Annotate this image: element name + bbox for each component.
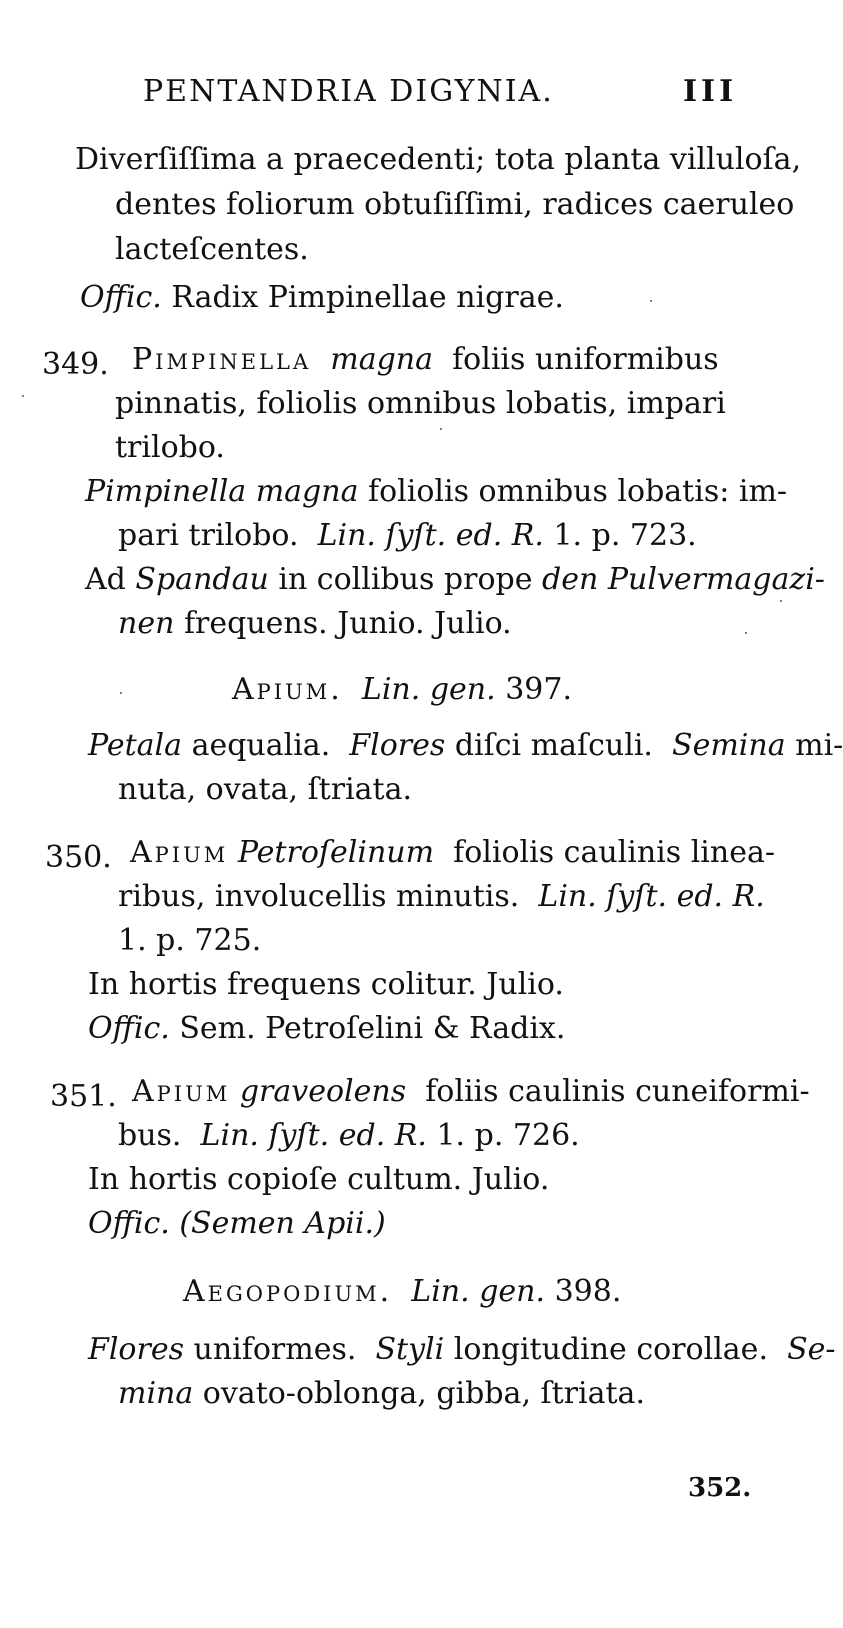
offic-label: Offic. [80, 280, 162, 315]
paper-speck [780, 600, 782, 602]
entry-number-350: 350. [45, 840, 112, 875]
species-name: Petroſelinum [237, 835, 435, 870]
site-name: den Pulvermagazi- [542, 562, 825, 597]
literature-reference: Lin. ſyſt. ed. R. [200, 1118, 427, 1153]
place-name: Spandau [135, 562, 269, 597]
aegopodium-description-2 [118, 1374, 645, 1414]
synonym-text: pari trilobo. [118, 518, 299, 553]
diagnosis-text: bus. [118, 1118, 182, 1153]
page-reference: 1. p. 723. [553, 518, 697, 553]
species-name: magna [330, 342, 433, 377]
entry-351-line-2 [118, 1116, 580, 1156]
apium-description-1 [88, 726, 843, 766]
species-name: graveolens [239, 1074, 407, 1109]
term: Petala [88, 728, 183, 763]
offic-label: Offic. [88, 1206, 170, 1241]
site-name: nen [118, 606, 175, 641]
diagnosis-text: ribus, involucellis minutis. [118, 879, 520, 914]
offic-label: Offic. [88, 1011, 170, 1046]
entry-349-line-3: trilobo. [115, 430, 225, 465]
term: Flores [88, 1332, 184, 1367]
term: Semina [672, 728, 786, 763]
offic-text: (Semen Apii.) [179, 1206, 386, 1241]
paper-speck [120, 692, 122, 694]
entry-350-line-3: 1. p. 725. [118, 923, 262, 958]
continuation-line-3: lacteſcentes. [115, 232, 309, 267]
genus-name: Pimpinella [132, 342, 312, 377]
entry-350-line-1 [130, 833, 775, 873]
offic-line [80, 278, 564, 318]
paper-speck [650, 300, 652, 302]
term: Flores [349, 728, 446, 763]
entry-349-synonym-1 [85, 472, 787, 512]
term-text: uniformes. [193, 1332, 357, 1367]
entry-number-351: 351. [50, 1079, 117, 1114]
diagnosis-text: foliis caulinis cuneiformi- [425, 1074, 810, 1109]
genus-heading-name: Apium. [232, 672, 343, 707]
entry-351-habitat: In hortis copioſe cultum. Julio. [88, 1162, 550, 1197]
genus-name: Apium [132, 1074, 231, 1109]
genus-heading-apium [232, 670, 572, 710]
running-title: PENTANDRIA DIGYNIA. [143, 74, 554, 109]
aegopodium-description-1 [88, 1330, 836, 1370]
entry-350-offic [88, 1009, 565, 1049]
paper-speck [22, 395, 24, 397]
term-text: ovato-oblonga, gibba, ſtriata. [202, 1376, 645, 1411]
genus-name: Apium [130, 835, 229, 870]
literature-reference: Lin. ſyſt. ed. R. [538, 879, 765, 914]
entry-351-offic [88, 1204, 386, 1244]
locality-text: in collibus prope [278, 562, 533, 597]
term-text: aequalia. [191, 728, 331, 763]
term: Styli [375, 1332, 445, 1367]
genus-heading-num: 398. [554, 1274, 622, 1309]
synonym-text: foliolis omnibus lobatis: im- [368, 474, 788, 509]
apium-description-2: nuta, ovata, ſtriata. [118, 772, 413, 807]
entry-number-349: 349. [42, 347, 109, 382]
page-reference: 1. p. 726. [436, 1118, 580, 1153]
paper-speck [440, 428, 442, 430]
entry-349-locality-1 [85, 560, 825, 600]
genus-heading-name: Aegopodium. [183, 1274, 393, 1309]
term: Se- [787, 1332, 836, 1367]
genus-heading-ref: Lin. gen. [411, 1274, 546, 1309]
continuation-line-2: dentes foliorum obtuſiſſimi, radices caeruleo [115, 187, 795, 222]
paper-speck [745, 632, 747, 634]
entry-349-synonym-2 [118, 516, 697, 556]
genus-heading-ref: Lin. gen. [361, 672, 496, 707]
entry-349-line-2: pinnatis, foliolis omnibus lobatis, impari [115, 386, 726, 421]
term-text: mi- [795, 728, 843, 763]
entry-349-line-1 [132, 340, 719, 380]
catchword: 352. [688, 1473, 752, 1503]
offic-text: Radix Pimpinellae nigrae. [171, 280, 564, 315]
entry-351-line-1 [132, 1072, 810, 1112]
page-number: III [683, 74, 738, 109]
synonym-name: Pimpinella magna [85, 474, 359, 509]
locality-text: Ad [85, 562, 126, 597]
offic-text: Sem. Petroſelini & Radix. [179, 1011, 566, 1046]
entry-349-locality-2 [118, 604, 512, 644]
entry-350-habitat: In hortis frequens colitur. Julio. [88, 967, 564, 1002]
diagnosis-text: foliolis caulinis linea- [453, 835, 775, 870]
term-text: diſci maſculi. [454, 728, 653, 763]
term: mina [118, 1376, 194, 1411]
term-text: longitudine corollae. [453, 1332, 768, 1367]
continuation-line-1: Diverſiſſima a praecedenti; tota planta villuloſa, [75, 142, 802, 177]
literature-reference: Lin. ſyſt. ed. R. [317, 518, 544, 553]
flowering-text: frequens. Junio. Julio. [183, 606, 512, 641]
diagnosis-text: foliis uniformibus [452, 342, 719, 377]
genus-heading-num: 397. [505, 672, 572, 707]
entry-350-line-2 [118, 877, 765, 917]
genus-heading-aegopodium [183, 1272, 621, 1312]
